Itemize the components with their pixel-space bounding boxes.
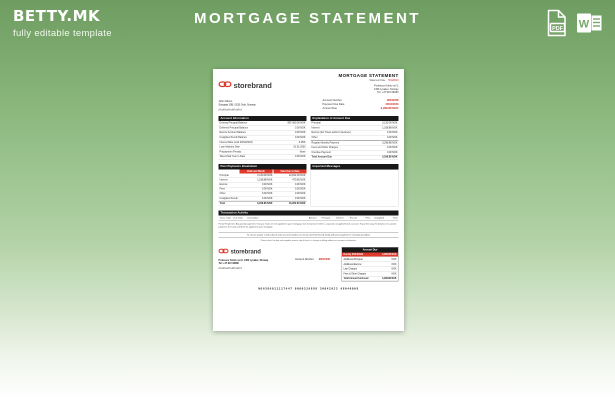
row-value: 12,812.00 NOK [288, 174, 306, 177]
row-label: Escrow Account Balance [219, 131, 246, 135]
borrower-address-block [219, 100, 272, 112]
word-download-button[interactable] [576, 10, 603, 41]
transaction-activity-section [219, 210, 399, 228]
row-label: Escrow [219, 183, 228, 187]
row-value: 470.80 NOK [292, 178, 306, 182]
row-value: 3,298.88 NOK [382, 156, 398, 159]
coupon-barcode: ıllıılıllıııllıılıllıııllııl [218, 266, 242, 270]
row-value: 01.01.2033 [293, 146, 306, 149]
row-label: Total Amount Enclosed [343, 277, 369, 280]
row-value: 30/04/2023 [385, 103, 399, 107]
row-value: 3,298.88 NOK [382, 277, 397, 280]
row-value: 1,168.88 NOK [382, 126, 398, 130]
borrower-address: Storgata 10B, 0155 Oslo, Norway [218, 103, 256, 107]
storebrand-logo-text: storebrand [230, 247, 261, 255]
row-label: Total Amount Due [311, 156, 332, 159]
row-label: Fees [219, 188, 225, 191]
pdf-download-button[interactable] [545, 9, 568, 42]
row-value: 13,282.80 NOK [288, 202, 306, 205]
row-value: 2,130.00 NOK [257, 174, 273, 177]
row-value: 0.00 NOK [386, 131, 398, 135]
section-header: Transaction Activity [219, 210, 399, 215]
row-value: NOK [391, 258, 397, 261]
row-label: Amount Due [322, 107, 337, 111]
row-value: 857,360.00 NOK [287, 122, 306, 125]
partial-payments-note: Partial Payments: Any partial payments that you make are not applied to your mortgage, but instead are held in a separate unapplied funds account. If you then pay the balance of a partial payment, the funds will then be applied to your mortgage. [218, 222, 397, 228]
statement-date-value: 5/04/2023 [388, 79, 399, 82]
payments-and-messages [219, 164, 399, 206]
row-value: 0.00 NOK [386, 136, 398, 139]
credit-instruction: To ensure proper credit, please write account number on check and mail this bill along with your payment in envelope provided. [219, 232, 399, 238]
column-header: Total [392, 216, 398, 219]
important-messages-section [311, 164, 399, 206]
row-label: Due By 30/04/2023 [343, 253, 364, 256]
messages-box [311, 169, 399, 206]
address-barcode: ıllıılıllıııllıılıllıııllııl [218, 108, 242, 112]
row-label: Additional Principal [343, 258, 363, 261]
row-value: NOK [391, 262, 397, 266]
row-label: Unapplied Funds [219, 197, 238, 200]
row-value: 0.00 NOK [261, 192, 273, 196]
row-value: 0.00 NOK [261, 188, 273, 191]
row-label: Interest [219, 178, 228, 182]
company-address-line1: Professor Kohts vei 9, [374, 84, 399, 88]
row-value: 3.15% [298, 141, 306, 144]
svg-text:PDF: PDF [552, 25, 563, 32]
chain-link-icon [219, 81, 232, 90]
mortgage-statement-document [213, 69, 404, 331]
brand-tagline: fully editable template [13, 28, 112, 39]
row-label: Fees and Other Charges [311, 146, 338, 150]
statement-title: MORTGAGE STATEMENT [338, 73, 399, 78]
column-header: Interest [336, 216, 344, 219]
amount-due-box [342, 247, 399, 282]
section-header: Account Information [219, 116, 307, 121]
column-header: Principal [321, 216, 330, 219]
amount-due-box-title: Amount Due [342, 247, 398, 252]
transaction-column-headers [219, 215, 399, 220]
row-value: 0.00 NOK [294, 155, 306, 159]
row-label: Taxes Paid Year to Date [219, 155, 246, 159]
word-file-icon [576, 18, 603, 40]
row-label: Other [219, 192, 226, 196]
row-label: Loan Maturity Date [219, 146, 240, 149]
row-label: Unapplied Funds Balance [219, 136, 247, 139]
chain-link-icon [219, 247, 229, 256]
account-number-label: Account Number [295, 257, 314, 261]
row-label: Additional Escrow [343, 262, 362, 266]
payment-coupon [219, 247, 399, 282]
account-number-value: 98040008 [318, 257, 330, 261]
row-value: 0.00 NOK [294, 126, 306, 130]
document-page [213, 69, 404, 331]
row-label: Interest Rate (until 30/04/2023) [219, 141, 253, 144]
row-value: 0.00 NOK [294, 131, 306, 135]
borrower-name: John Citizen [218, 100, 233, 103]
row-label: Interest [311, 126, 320, 130]
row-value: NOK [391, 272, 397, 275]
coupon-company-address [219, 259, 284, 266]
coupon-account-number [295, 258, 330, 282]
table-row [219, 155, 307, 160]
row-value: 0.00 NOK [294, 183, 306, 187]
company-phone: Tel: +47 915 08080 [377, 91, 399, 94]
row-value: 0.00 NOK [261, 183, 273, 187]
row-value: 0.00 NOK [294, 188, 306, 191]
row-label: Regular Monthly Payment [311, 141, 340, 145]
download-options [545, 9, 603, 42]
row-label: Principal [219, 174, 229, 177]
past-payments-section [219, 164, 307, 206]
table-row [311, 155, 399, 160]
row-value: 0.00 NOK [294, 192, 306, 196]
micr-code-line: NO9386011117947 0000329888 30042023 98040008 [258, 287, 359, 291]
account-tables [219, 116, 399, 160]
row-label: Escrow (For Taxes and/or Insurance) [311, 131, 351, 135]
row-value: 0.00 NOK [294, 197, 306, 200]
row-label: Deferred Principal Balance [219, 126, 249, 130]
row-label: Other [311, 136, 318, 139]
row-label: Prepayment Penalty [219, 150, 242, 154]
storebrand-logo [219, 81, 272, 90]
row-value: 0.00 NOK [294, 136, 306, 139]
svg-text:W: W [578, 18, 590, 31]
row-value: 2,130.00 NOK [382, 122, 398, 125]
pdf-file-icon [545, 24, 568, 41]
column-header: Escrow [349, 216, 357, 219]
row-value: 0.00 NOK [386, 151, 398, 154]
row-label: Payment Due Date [322, 103, 345, 107]
table-row [219, 201, 307, 206]
company-address-line: Professor Kohts vei 9, 1366 Lysaker, Norway [218, 258, 269, 262]
column-header: Paid Last Month [240, 169, 273, 173]
row-label: Late Charges [343, 267, 358, 271]
column-header: Unapplied [374, 216, 384, 219]
row-label: Fees & Other Charges [343, 272, 367, 275]
account-summary [323, 98, 399, 111]
company-phone: Tel: +47 915 08080 [218, 262, 239, 265]
row-label: Total [219, 202, 226, 205]
account-information-section [219, 116, 307, 160]
section-header: Explanation of Amount Due [311, 116, 399, 121]
statement-date-label: Statement Date [369, 79, 386, 82]
row-value: NOK [391, 267, 397, 271]
column-header: Trans. Date [219, 216, 231, 219]
row-value: 3,298.88 NOK [382, 141, 398, 145]
company-address-block [323, 85, 399, 95]
row-value: 0.00 NOK [261, 197, 273, 200]
table-row [342, 276, 398, 281]
brand-logo: BETTY.MK [13, 7, 101, 25]
row-label: Existing Principal Balance [219, 122, 248, 125]
storebrand-logo [219, 247, 284, 256]
storebrand-logo-text: storebrand [233, 81, 272, 90]
column-header: Paid Year to Date [274, 169, 307, 173]
header [0, 0, 615, 48]
page-title: MORTGAGE STATEMENT [194, 10, 421, 27]
company-address-line2: 1366 Lysaker, Norway [373, 87, 399, 91]
column-header: Fees [365, 216, 371, 219]
document-header [219, 73, 399, 112]
row-value: 3,298.88 NOK [382, 253, 397, 256]
explanation-of-amount-due-section [311, 116, 399, 160]
section-header: Important Messages [311, 164, 399, 169]
row-value: 98040008 [386, 98, 399, 102]
column-header: Due Date [233, 216, 243, 219]
row-label: Account Number [322, 98, 342, 102]
section-header: Past Payments Breakdown [219, 164, 307, 169]
row-value: 3,298.88 NOK [257, 202, 273, 205]
row-value: 0.00 NOK [386, 146, 398, 150]
column-header: Description [247, 216, 259, 219]
row-value: 1,168.88 NOK [257, 178, 273, 182]
address-change-note: Please check the box and complete reverse side if there is a change in billing address or insurance information. [260, 239, 357, 242]
column-header: Amount [308, 216, 317, 219]
row-value: None [299, 150, 306, 154]
row-label: Principal [311, 122, 321, 125]
row-value: 3,298.88 NOK [380, 107, 399, 111]
row-label: Overdue Payment [311, 151, 331, 154]
summary-row [323, 107, 399, 111]
